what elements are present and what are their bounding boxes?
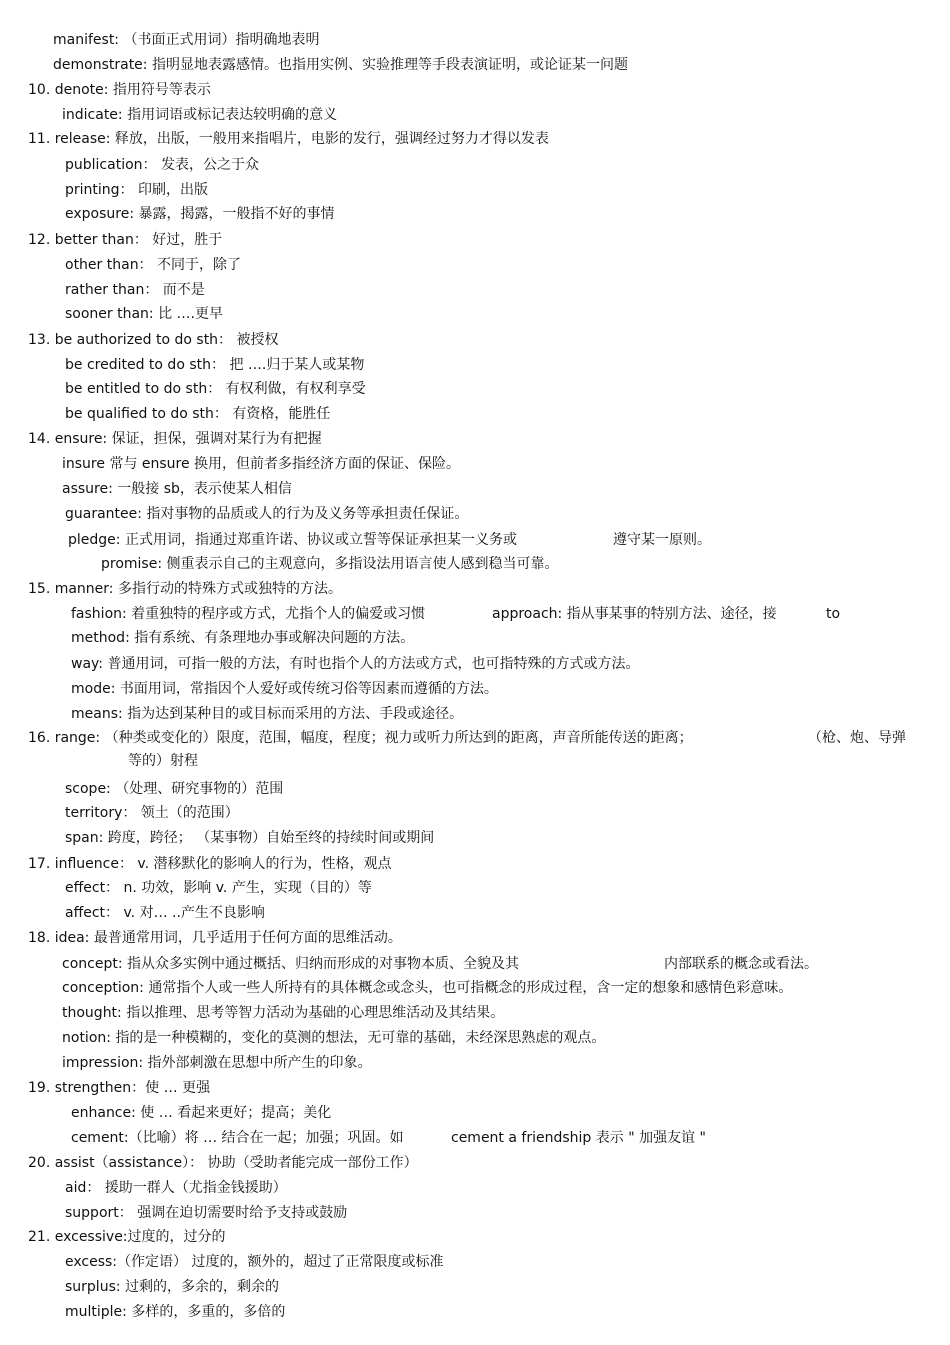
text-line: insure 常与 ensure 换用，但前者多指经济方面的保证、保险。 <box>62 456 461 472</box>
text-line: publication： 发表，公之于众 <box>65 157 259 173</box>
text-line: assure: 一般接 sb，表示使某人相信 <box>62 481 292 497</box>
text-line: indicate: 指用词语或标记表达较明确的意义 <box>62 107 338 123</box>
text-line: 21. excessive:过度的，过分的 <box>28 1229 226 1245</box>
text-line: demonstrate: 指明显地表露感情。也指用实例、实验推理等手段表演证明，或论证某一问题 <box>53 57 628 73</box>
text-line: fashion: 着重独特的程序或方式，尤指个人的偏爱或习惯 <box>71 606 426 622</box>
text-line: guarantee: 指对事物的品质或人的行为及义务等承担责任保证。 <box>65 506 469 522</box>
text-line: 19. strengthen：使 … 更强 <box>28 1080 211 1096</box>
text-line: be credited to do sth： 把 ….归于某人或某物 <box>65 357 365 373</box>
text-line: pledge: 正式用词，指通过郑重许诺、协议或立誓等保证承担某一义务或 <box>68 532 517 548</box>
text-line: other than： 不同于，除了 <box>65 257 242 273</box>
text-line: affect： v. 对… ..产生不良影响 <box>65 905 265 921</box>
text-line: support： 强调在迫切需要时给予支持或鼓励 <box>65 1205 348 1221</box>
text-line: printing： 印刷，出版 <box>65 182 208 198</box>
text-line: manifest: （书面正式用词）指明确地表明 <box>53 32 320 48</box>
text-line: 20. assist（assistance）： 协助（受助者能完成一部份工作） <box>28 1155 418 1171</box>
text-line: territory： 领土（的范围） <box>65 805 239 821</box>
text-line: impression: 指外部刺激在思想中所产生的印象。 <box>62 1055 372 1071</box>
text-line: 内部联系的概念或看法。 <box>664 956 818 972</box>
text-line: 12. better than： 好过，胜于 <box>28 232 223 248</box>
text-line: concept: 指从众多实例中通过概括、归纳而形成的对事物本质、全貌及其 <box>62 956 519 972</box>
text-line: approach: 指从事某事的特别方法、途径，接 <box>492 606 777 622</box>
text-line: be entitled to do sth： 有权利做，有权利享受 <box>65 381 366 397</box>
text-line: sooner than: 比 ….更早 <box>65 306 223 322</box>
text-line: 遵守某一原则。 <box>613 532 711 548</box>
text-line: way: 普通用词，可指一般的方法，有时也指个人的方法或方式，也可指特殊的方式或方法。 <box>71 656 640 672</box>
text-line: 11. release: 释放，出版，一般用来指唱片，电影的发行，强调经过努力才得以发表 <box>28 131 549 147</box>
text-line: cement a friendship 表示 " 加强友谊 " <box>451 1130 706 1146</box>
text-line: 18. idea: 最普通常用词，几乎适用于任何方面的思维活动。 <box>28 930 402 946</box>
text-line: span: 跨度，跨径； （某事物）自始至终的持续时间或期间 <box>65 830 435 846</box>
text-line: effect： n. 功效，影响 v. 产生，实现（目的）等 <box>65 880 372 896</box>
text-line: thought: 指以推理、思考等智力活动为基础的心理思维活动及其结果。 <box>62 1005 505 1021</box>
text-line: promise: 侧重表示自己的主观意向，多指设法用语言使人感到稳当可靠。 <box>101 556 559 572</box>
text-line: multiple: 多样的，多重的，多倍的 <box>65 1304 286 1320</box>
text-line: aid： 援助一群人（尤指金钱援助） <box>65 1180 287 1196</box>
text-line: conception: 通常指个人或一些人所持有的具体概念或念头，也可指概念的形成过程，含一定的想象和感情色彩意味。 <box>62 980 793 996</box>
text-line: 17. influence： v. 潜移默化的影响人的行为，性格，观点 <box>28 856 392 872</box>
text-line: 15. manner: 多指行动的特殊方式或独特的方法。 <box>28 581 342 597</box>
text-line: notion: 指的是一种模糊的，变化的莫测的想法，无可靠的基础，未经深思熟虑的观点。 <box>62 1030 606 1046</box>
text-line: 13. be authorized to do sth： 被授权 <box>28 332 279 348</box>
text-line: （枪、炮、导弹 <box>808 730 906 746</box>
text-line: 等的）射程 <box>128 753 198 769</box>
text-line: surplus: 过剩的，多余的，剩余的 <box>65 1279 280 1295</box>
text-line: to <box>826 606 841 622</box>
text-line: means: 指为达到某种目的或目标而采用的方法、手段或途径。 <box>71 706 464 722</box>
text-line: method: 指有系统、有条理地办事或解决问题的方法。 <box>71 630 415 646</box>
text-line: scope: （处理、研究事物的）范围 <box>65 781 284 797</box>
text-line: rather than： 而不是 <box>65 282 205 298</box>
text-line: exposure: 暴露，揭露，一般指不好的事情 <box>65 206 335 222</box>
text-line: excess:（作定语） 过度的，额外的，超过了正常限度或标准 <box>65 1254 444 1270</box>
text-line: enhance: 使 … 看起来更好；提高；美化 <box>71 1105 332 1121</box>
text-line: 10. denote: 指用符号等表示 <box>28 82 211 98</box>
text-line: mode: 书面用词，常指因个人爱好或传统习俗等因素而遵循的方法。 <box>71 681 498 697</box>
text-line: 14. ensure: 保证，担保，强调对某行为有把握 <box>28 431 322 447</box>
text-line: cement:（比喻）将 … 结合在一起；加强；巩固。如 <box>71 1130 404 1146</box>
text-line: 16. range: （种类或变化的）限度，范围，幅度，程度；视力或听力所达到的距离，声音所能传送的距离； <box>28 730 693 746</box>
text-line: be qualified to do sth： 有资格，能胜任 <box>65 406 331 422</box>
